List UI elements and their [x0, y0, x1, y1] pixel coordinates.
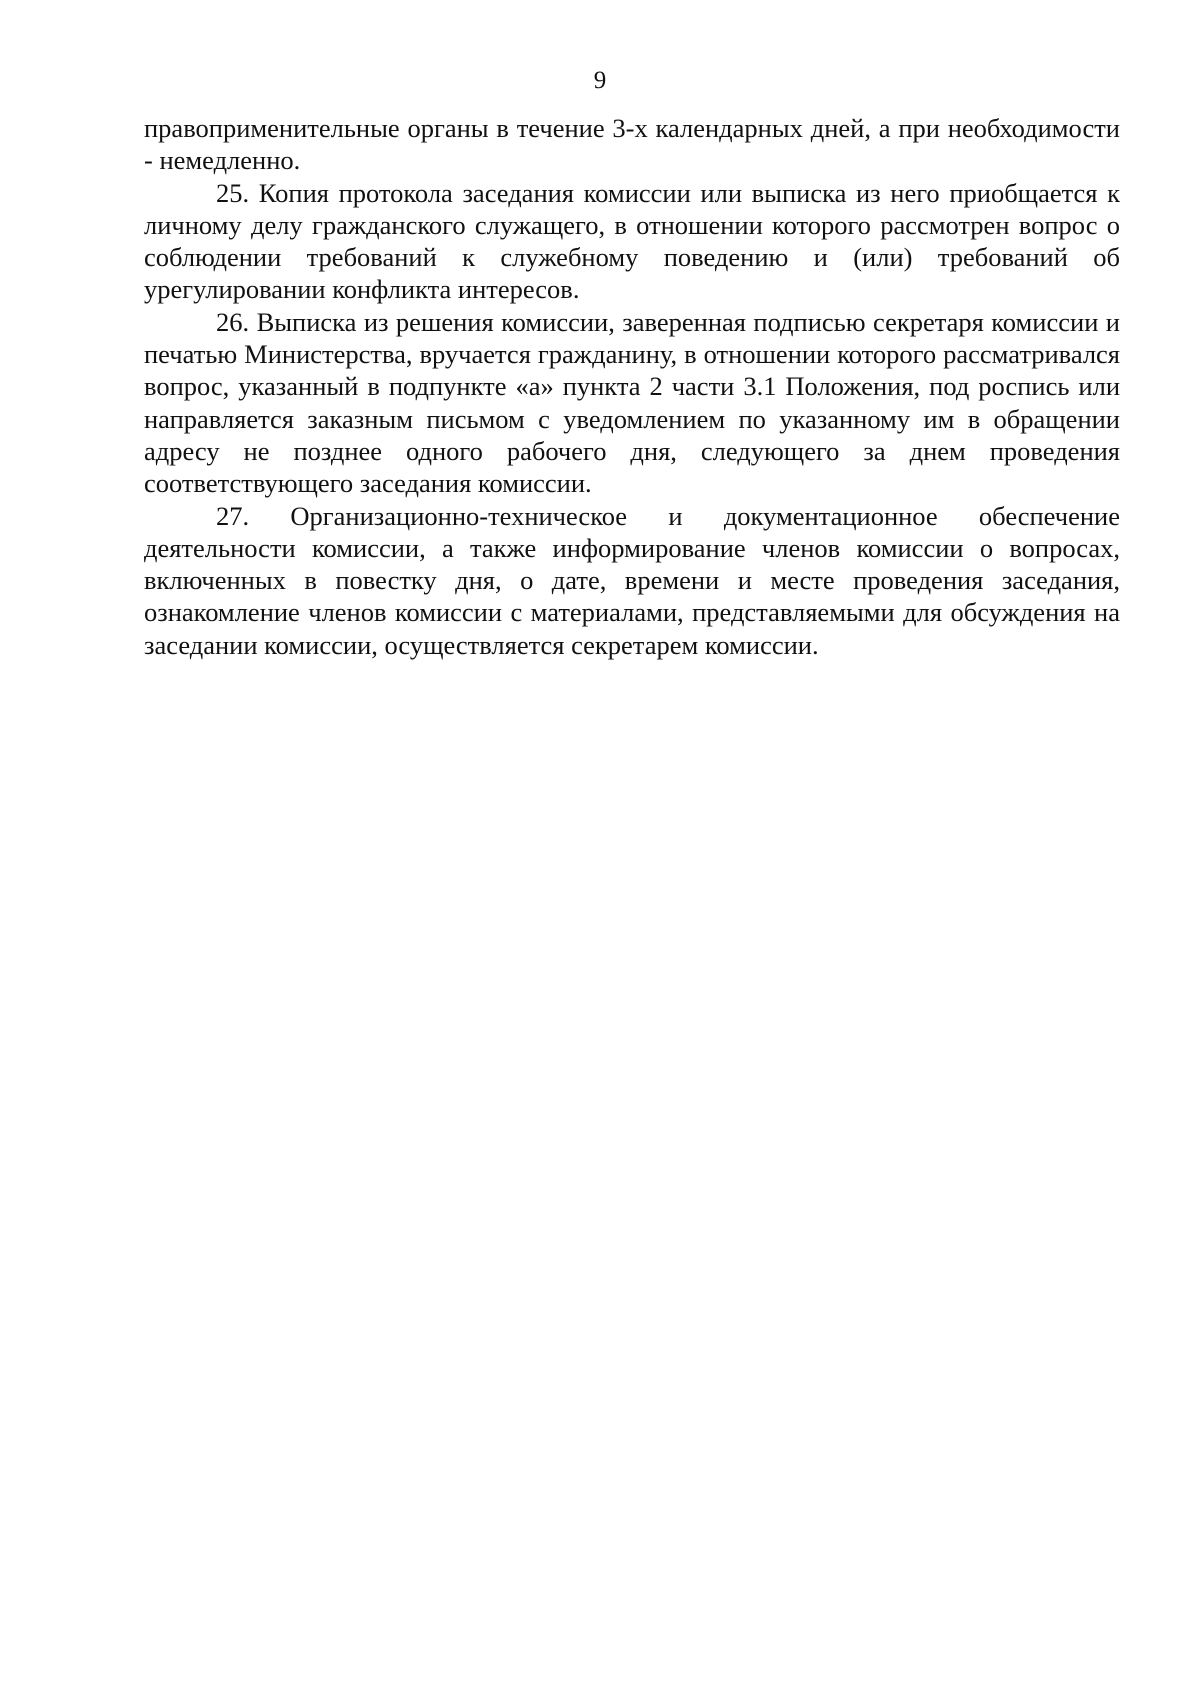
paragraph-25: 25. Копия протокола заседания комиссии или выписка из него приобщается к личному делу гражданского служащего, в отношении которого рассмотрен вопрос о соблюдении требований к служебному поведению и (или) требований об урегулировании конфликта интересов.	[144, 177, 1120, 305]
paragraph-27: 27. Организационно-техническое и документационное обеспечение деятельности комиссии, а также информирование членов комиссии о вопросах, включенных в повестку дня, о дате, времени и месте проведения заседания, ознакомление членов комиссии с материалами, представляемыми для обсуждения на заседании комиссии, осуществляется секретарем комиссии.	[144, 500, 1120, 660]
paragraph-26: 26. Выписка из решения комиссии, заверенная подписью секретаря комиссии и печатью Министерства, вручается гражданину, в отношении которого рассматривался вопрос, указанный в подпункте «а» пункта 2 части 3.1 Положения, под роспись или направляется заказным письмом с уведомлением по указанному им в обращении адресу не позднее одного рабочего дня, следующего за днем проведения соответствующего заседания комиссии.	[144, 306, 1120, 499]
page-number: 9	[593, 67, 607, 94]
document-body	[144, 112, 1120, 661]
paragraph-continuation: правоприменительные органы в течение 3-х календарных дней, а при необходимости - немедленно.	[144, 113, 1120, 176]
